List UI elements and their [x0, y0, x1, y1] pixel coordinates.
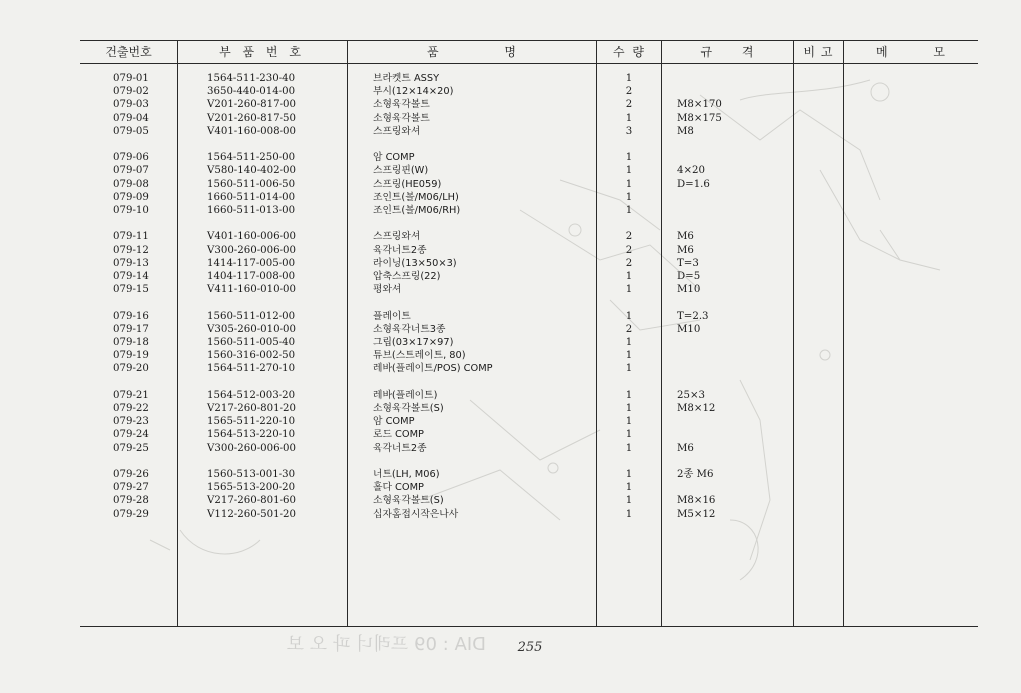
quantity-cell: 1	[625, 310, 633, 322]
drawing-no-cell: 079-20	[113, 363, 149, 375]
spec-cell: T=2.3	[677, 310, 709, 322]
quantity-cell: 1	[625, 191, 633, 203]
drawing-no-cell: 079-13	[113, 257, 149, 269]
quantity-cell: 2	[625, 323, 633, 335]
part-number-cell: V300-260-006-00	[207, 244, 296, 256]
quantity-cell: 1	[625, 178, 633, 190]
spec-cell	[677, 362, 777, 375]
part-number-cell: V201-260-817-00	[207, 99, 296, 111]
column-divider	[177, 40, 178, 626]
spec-cell: M8×12	[677, 403, 716, 414]
part-name-cell: 소형육각너트3종	[373, 323, 446, 335]
part-name-cell: 소형육각볼트	[373, 99, 430, 111]
spec-cell: 2종 M6	[677, 469, 714, 480]
spec-cell: 4×20	[677, 165, 705, 177]
drawing-no-cell: 079-15	[113, 284, 149, 296]
spec-cell: M10	[677, 284, 701, 296]
drawing-no-cell: 079-29	[113, 508, 149, 520]
drawing-no-cell: 079-28	[113, 495, 149, 507]
quantity-cell: 3	[625, 125, 633, 137]
part-name-cell: 튜브(스트레이트, 80)	[373, 350, 466, 362]
part-name-cell: 암 COMP	[373, 416, 415, 428]
spec-cell: M10	[677, 323, 701, 335]
part-number-cell: 1564-513-220-10	[207, 429, 296, 441]
header-memo: 메 모	[876, 45, 945, 59]
quantity-cell: 2	[625, 257, 633, 269]
drawing-no-cell: 079-24	[113, 429, 149, 441]
quantity-cell: 1	[625, 429, 633, 441]
drawing-no-cell: 079-21	[113, 389, 149, 401]
quantity-cell: 1	[625, 442, 633, 454]
drawing-no-cell: 079-14	[113, 271, 149, 282]
drawing-no-cell: 079-22	[113, 403, 149, 414]
drawing-no-cell: 079-10	[113, 205, 149, 216]
quantity-cell: 1	[625, 482, 633, 494]
drawing-no-cell: 079-03	[113, 99, 149, 111]
quantity-cell: 1	[625, 508, 633, 520]
spec-cell: M6	[677, 442, 694, 454]
part-number-cell: 1564-511-230-40	[207, 73, 296, 84]
part-number-cell: 3650-440-014-00	[207, 86, 296, 98]
quantity-cell: 1	[625, 271, 633, 282]
part-name-cell: 라이닝(13×50×3)	[373, 257, 457, 269]
spec-cell	[677, 336, 777, 349]
part-name-cell: 너트(LH, M06)	[373, 469, 440, 480]
part-number-cell: V401-160-008-00	[207, 125, 296, 137]
header-part-name: 품 명	[427, 45, 516, 59]
drawing-no-cell: 079-08	[113, 178, 149, 190]
part-name-cell: 부시(12×14×20)	[373, 86, 454, 98]
part-number-cell: V305-260-010-00	[207, 323, 296, 335]
spec-cell	[677, 72, 777, 85]
part-number-cell: 1404-117-008-00	[207, 271, 296, 282]
part-number-cell: V112-260-501-20	[207, 508, 296, 520]
spec-cell	[677, 415, 777, 428]
spec-cell	[677, 428, 777, 441]
column-divider	[347, 40, 348, 626]
part-name-cell: 브라켓트 ASSY	[373, 73, 440, 84]
drawing-no-cell: 079-02	[113, 86, 149, 98]
column-divider	[843, 40, 844, 626]
column-divider	[793, 40, 794, 626]
quantity-cell: 1	[625, 350, 633, 362]
spec-cell	[677, 349, 777, 362]
quantity-cell: 2	[625, 244, 633, 256]
part-name-cell: 소형육각볼트	[373, 112, 430, 124]
drawing-no-cell: 079-25	[113, 442, 149, 454]
quantity-cell: 1	[625, 205, 633, 216]
spec-cell	[677, 191, 777, 204]
quantity-cell: 2	[625, 86, 633, 98]
part-number-cell: V411-160-010-00	[207, 284, 296, 296]
drawing-no-cell: 079-06	[113, 152, 149, 164]
part-number-cell: 1560-511-012-00	[207, 310, 296, 322]
spec-cell: M6	[677, 231, 694, 243]
drawing-no-cell: 079-19	[113, 350, 149, 362]
spec-cell: D=1.6	[677, 178, 710, 190]
spec-cell: 25×3	[677, 389, 705, 401]
part-name-cell: 레바(플레이트)	[373, 389, 438, 401]
drawing-no-cell: 079-04	[113, 112, 149, 124]
part-name-cell: 스프링와셔	[373, 231, 421, 243]
part-number-cell: 1560-511-005-40	[207, 337, 296, 348]
drawing-no-cell: 079-01	[113, 73, 149, 84]
spec-cell	[677, 204, 777, 217]
part-number-cell: 1560-511-006-50	[207, 178, 296, 190]
part-name-cell: 조인트(볼/M06/RH)	[373, 205, 461, 216]
part-number-cell: 1565-513-200-20	[207, 482, 296, 494]
spec-cell: M8×16	[677, 495, 716, 507]
quantity-cell: 1	[625, 337, 633, 348]
part-name-cell: 평와셔	[373, 284, 402, 296]
part-name-cell: 육각너트2종	[373, 244, 427, 256]
part-name-cell: 레바(플레이트/POS) COMP	[373, 363, 493, 375]
drawing-no-cell: 079-26	[113, 469, 149, 480]
part-name-cell: 암 COMP	[373, 152, 415, 164]
drawing-no-cell: 079-12	[113, 244, 149, 256]
part-name-cell: 조인트(볼/M06/LH)	[373, 191, 459, 203]
quantity-cell: 1	[625, 152, 633, 164]
part-number-cell: V300-260-006-00	[207, 442, 296, 454]
drawing-no-cell: 079-18	[113, 337, 149, 348]
part-name-cell: 스프링(HE059)	[373, 178, 442, 190]
spec-cell	[677, 481, 777, 494]
header-part-number: 부 품 번 호	[219, 45, 305, 59]
quantity-cell: 2	[625, 99, 633, 111]
spec-cell	[677, 85, 777, 98]
drawing-no-cell: 079-16	[113, 310, 149, 322]
drawing-no-cell: 079-07	[113, 165, 149, 177]
drawing-no-cell: 079-23	[113, 416, 149, 428]
part-number-cell: 1564-511-250-00	[207, 152, 296, 164]
part-name-cell: 육각너트2종	[373, 442, 427, 454]
part-number-cell: 1560-513-001-30	[207, 469, 296, 480]
header-drawing-no: 건출번호	[105, 45, 152, 59]
show-through-text: DIA : 09 프레너 파 오 보	[286, 634, 486, 655]
header-spec: 규 격	[700, 45, 754, 59]
part-number-cell: V401-160-006-00	[207, 231, 296, 243]
spec-cell: M5×12	[677, 508, 716, 520]
part-name-cell: 압축스프링(22)	[373, 271, 441, 282]
part-name-cell: 십자홈접시작은나사	[373, 508, 459, 520]
part-number-cell: 1660-511-014-00	[207, 191, 296, 203]
part-name-cell: 로드 COMP	[373, 429, 424, 441]
page-number: 255	[517, 640, 543, 655]
header-quantity: 수 량	[613, 45, 644, 59]
quantity-cell: 1	[625, 495, 633, 507]
column-divider	[596, 40, 597, 626]
part-number-cell: V201-260-817-50	[207, 112, 296, 124]
drawing-no-cell: 079-09	[113, 191, 149, 203]
part-name-cell: 플레이트	[373, 310, 411, 322]
quantity-cell: 1	[625, 284, 633, 296]
header-note: 비 고	[803, 45, 833, 59]
spec-cell: M8×175	[677, 112, 722, 124]
drawing-no-cell: 079-05	[113, 125, 149, 137]
quantity-cell: 1	[625, 469, 633, 480]
quantity-cell: 1	[625, 112, 633, 124]
quantity-cell: 1	[625, 73, 633, 84]
quantity-cell: 1	[625, 363, 633, 375]
spec-cell: D=5	[677, 271, 701, 282]
quantity-cell: 2	[625, 231, 633, 243]
part-number-cell: 1564-512-003-20	[207, 389, 296, 401]
quantity-cell: 1	[625, 416, 633, 428]
quantity-cell: 1	[625, 403, 633, 414]
column-divider	[661, 40, 662, 626]
quantity-cell: 1	[625, 165, 633, 177]
part-number-cell: 1564-511-270-10	[207, 363, 296, 375]
drawing-no-cell: 079-17	[113, 323, 149, 335]
spec-cell: M6	[677, 244, 694, 256]
part-number-cell: 1560-316-002-50	[207, 350, 296, 362]
spec-cell: M8×170	[677, 99, 722, 111]
part-number-cell: V217-260-801-60	[207, 495, 296, 507]
part-number-cell: 1565-511-220-10	[207, 416, 296, 428]
part-number-cell: V217-260-801-20	[207, 403, 296, 414]
part-number-cell: V580-140-402-00	[207, 165, 296, 177]
drawing-no-cell: 079-11	[113, 231, 149, 243]
spec-cell	[677, 151, 777, 164]
quantity-cell: 1	[625, 389, 633, 401]
table-bottom-border	[80, 626, 978, 627]
spec-cell: M8	[677, 125, 694, 137]
part-name-cell: 홀다 COMP	[373, 482, 424, 494]
part-name-cell: 스프링핀(W)	[373, 165, 429, 177]
part-number-cell: 1414-117-005-00	[207, 257, 296, 269]
part-name-cell: 스프링와셔	[373, 125, 421, 137]
part-name-cell: 소형육각볼트(S)	[373, 403, 444, 414]
part-number-cell: 1660-511-013-00	[207, 205, 296, 216]
part-name-cell: 소형육각볼트(S)	[373, 495, 444, 507]
drawing-no-cell: 079-27	[113, 482, 149, 494]
spec-cell: T=3	[677, 257, 699, 269]
part-name-cell: 그립(03×17×97)	[373, 337, 454, 348]
